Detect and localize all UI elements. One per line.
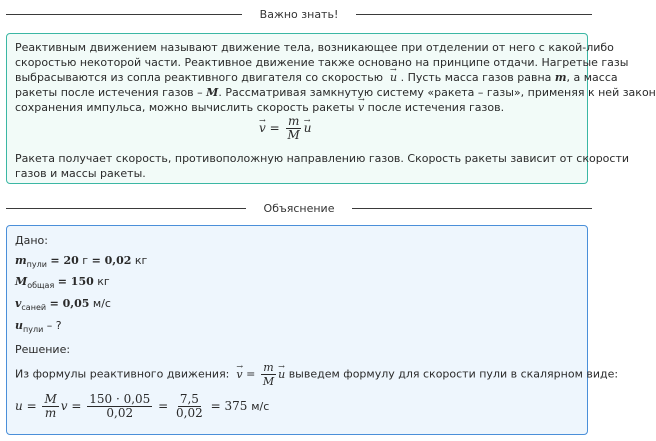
m-value2: = 0,02	[91, 254, 132, 267]
given-u	[15, 318, 62, 337]
vector-v: → v	[358, 100, 364, 115]
calc-v: v	[60, 399, 68, 413]
text-segment: выбрасываются из сопла реактивного двигателя со скоростью	[15, 71, 383, 84]
explanation-title: Объяснение	[263, 201, 335, 215]
m-unit1: г	[82, 254, 89, 267]
given-m	[15, 253, 147, 272]
important-text-line-6: Ракета получает скорость, противоположную направлению газов. Скорость ракеты зависит от скорости	[15, 152, 630, 165]
important-title: Важно знать!	[259, 7, 339, 21]
equals-sign: =	[269, 121, 280, 135]
formula-fraction	[261, 361, 276, 388]
u-question: – ?	[43, 319, 62, 332]
u-symbol: u	[15, 319, 23, 332]
v-subscript: саней	[21, 303, 47, 313]
var-M: M	[206, 86, 219, 99]
M-subscript: общая	[27, 281, 55, 291]
var-m: m	[554, 71, 567, 84]
text-segment: , а масса	[566, 71, 618, 84]
equals-sign: =	[26, 399, 37, 413]
v-value: = 0,05	[49, 297, 90, 310]
explanation-header	[6, 200, 592, 216]
text-segment: сохранения импульса, можно вычислить скорость ракеты	[15, 101, 355, 114]
formula-u: → u	[304, 121, 312, 136]
important-header	[6, 6, 592, 22]
given-M	[15, 274, 110, 293]
v-symbol: v	[15, 297, 22, 310]
given-v	[15, 296, 111, 315]
u-subscript: пули	[23, 325, 44, 335]
equals-sign: =	[158, 399, 169, 413]
calc-result: = 375	[210, 399, 248, 413]
calc-fraction-2	[87, 393, 152, 420]
fraction-denominator: M	[287, 128, 300, 142]
explanation-box	[6, 225, 619, 435]
text-segment: ракеты после истечения газов –	[15, 86, 203, 99]
M-value: = 150	[57, 275, 94, 288]
formula-v: → v	[236, 367, 242, 383]
vector-u: → u	[390, 70, 397, 85]
important-text-line-3	[15, 70, 618, 85]
M-symbol: M	[15, 275, 28, 288]
equals-sign: =	[246, 367, 256, 381]
solution-label: Решение:	[15, 343, 71, 356]
important-formula	[259, 115, 312, 142]
fraction-numerator: m	[287, 114, 300, 128]
important-box	[6, 33, 656, 184]
fraction-numerator: M	[44, 392, 57, 406]
important-text-line-1: Реактивным движением называют движение тела, возникающее при отделении от него с какой-либо	[15, 41, 614, 54]
fraction-numerator: 7,5	[179, 392, 199, 406]
m-subscript: пули	[26, 260, 47, 270]
v-unit: м/с	[92, 297, 111, 310]
text-segment: после истечения газов.	[367, 101, 505, 114]
divider-left	[6, 14, 242, 15]
solution-calculation	[15, 393, 269, 420]
fraction-denominator: m	[44, 406, 57, 420]
text-segment: . Рассматривая замкнутую систему «ракета – газы», применяя к ней закон	[218, 86, 656, 99]
calc-u: u	[15, 399, 23, 413]
calc-fraction-1	[42, 393, 58, 420]
divider-left	[6, 208, 246, 209]
fraction-denominator: 0,02	[106, 406, 134, 420]
fraction-numerator: m	[263, 361, 274, 374]
formula-v: → v	[259, 121, 266, 136]
m-symbol: m	[15, 254, 27, 267]
text-segment: . Пусть масса газов равна	[400, 71, 552, 84]
important-text-line-4	[15, 85, 656, 100]
m-value: = 20	[50, 254, 79, 267]
calc-unit: м/с	[251, 400, 270, 413]
important-text-line-7: газов и массы ракеты.	[15, 167, 146, 180]
formula-u: → u	[278, 367, 285, 383]
equals-sign: =	[71, 399, 82, 413]
fraction-denominator: 0,02	[176, 406, 203, 420]
divider-right	[356, 14, 592, 15]
M-unit: кг	[97, 275, 110, 288]
calc-fraction-3	[174, 393, 205, 420]
formula-outro: выведем формулу для скорости пули в скалярном виде:	[288, 367, 619, 381]
fraction-denominator: M	[262, 375, 275, 388]
important-text-line-2: скоростью некоторой части. Реактивное движение также основано на принципе отдачи. Нагретые газы	[15, 56, 629, 69]
solution-formula-line	[15, 361, 618, 388]
divider-right	[352, 208, 592, 209]
formula-intro: Из формулы реактивного движения:	[15, 367, 230, 381]
fraction-numerator: 150 · 0,05	[89, 392, 151, 406]
formula-fraction	[286, 115, 302, 142]
given-label: Дано:	[15, 234, 48, 247]
m-unit2: кг	[134, 254, 148, 267]
